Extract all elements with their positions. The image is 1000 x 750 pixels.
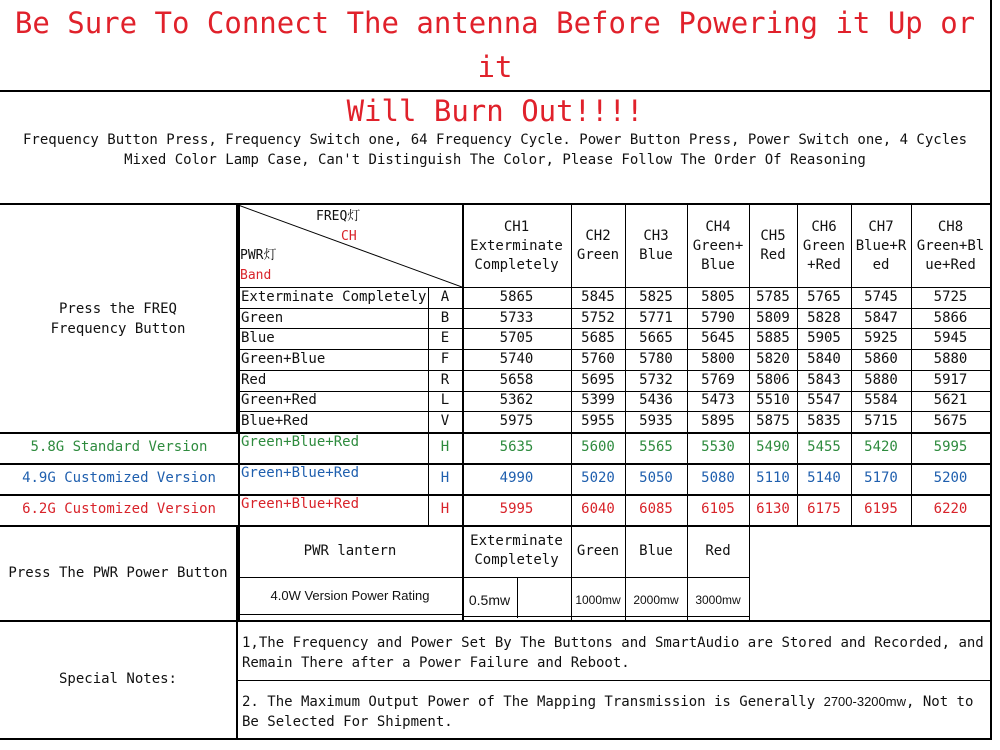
frequency-cell: 5860 xyxy=(864,350,898,367)
corner-freq-label: FREQ灯 xyxy=(316,209,361,224)
frequency-cell: 5925 xyxy=(864,330,898,347)
corner-band-label: Band xyxy=(240,268,272,283)
version-frequency-cell: 6130 xyxy=(756,501,790,517)
warning-line-2: Will Burn Out!!!! xyxy=(346,94,644,128)
version-band-letter: H xyxy=(440,501,450,517)
frequency-cell: 5800 xyxy=(701,350,735,367)
channel-header-2 xyxy=(571,205,625,287)
frequency-cell: 5875 xyxy=(756,413,790,430)
version-frequency-cell: 5050 xyxy=(639,470,673,486)
channel-header-line: CH1 xyxy=(503,218,530,235)
frequency-cell: 5584 xyxy=(864,392,898,409)
version-frequency-cell: 5995 xyxy=(933,439,968,455)
channel-header-line: CH5 xyxy=(760,228,786,244)
frequency-cell: 5665 xyxy=(639,330,673,347)
pwr-button-label-text: Press The PWR Power Button xyxy=(8,564,228,581)
row-color-name: Green xyxy=(241,309,284,326)
row-line xyxy=(238,391,990,392)
version-frequency-cell: 5565 xyxy=(639,439,673,455)
corner-pwr-label: PWR灯 xyxy=(240,248,277,263)
frequency-cell: 5362 xyxy=(499,392,534,409)
pwr-button-label xyxy=(0,525,238,620)
pwr-level-power: 0.5mw xyxy=(468,591,511,608)
note-1-line-1: 1,The Frequency and Power Set By The Buttons and SmartAudio are Stored and Recorded, and xyxy=(242,635,984,651)
frequency-cell: 5905 xyxy=(807,330,841,347)
frequency-cell: 5809 xyxy=(756,309,790,326)
frequency-cell: 5733 xyxy=(499,309,534,326)
channel-header-8 xyxy=(911,205,990,287)
frequency-cell: 5675 xyxy=(933,413,968,430)
frequency-cell: 5771 xyxy=(639,309,673,326)
frequency-cell: 5917 xyxy=(933,371,968,388)
frequency-cell: 5740 xyxy=(499,350,534,367)
channel-header-line: Blue xyxy=(639,247,673,263)
row-color-name: Blue xyxy=(241,330,275,347)
row-color-name: Exterminate Completely xyxy=(241,288,427,305)
pwr-level-power: 2000mw xyxy=(633,592,679,607)
frequency-cell: 5975 xyxy=(499,413,534,430)
version-color-name: Green+Blue+Red xyxy=(241,465,360,481)
power-rating-label: 4.0W Version Power Rating xyxy=(270,588,430,603)
section-divider-notes xyxy=(0,620,990,622)
row-color-name: Red xyxy=(241,371,267,388)
pwr-level-power: 1000mw xyxy=(575,592,621,607)
version-label: 4.9G Customized Version xyxy=(22,470,216,486)
col-line xyxy=(462,205,464,525)
version-frequency-cell: 5420 xyxy=(864,439,898,455)
frequency-cell: 5645 xyxy=(701,330,735,347)
col-line xyxy=(625,205,626,525)
notes-divider xyxy=(238,680,990,681)
instructions xyxy=(0,92,990,205)
col-line xyxy=(851,205,852,525)
version-frequency-cell: 5140 xyxy=(807,470,841,486)
pwr-level-name-line-1: Green xyxy=(576,542,620,559)
frequency-cell: 5765 xyxy=(807,288,841,305)
warning-banner xyxy=(0,0,990,128)
frequency-cell: 5845 xyxy=(581,288,615,305)
row-line xyxy=(238,370,990,371)
channel-header-line: Blue xyxy=(701,256,735,273)
frequency-cell: 5835 xyxy=(807,413,841,430)
frequency-cell: 5785 xyxy=(756,288,790,305)
instructions-line-2: Mixed Color Lamp Case, Can't Distinguish The Color, Please Follow The Order Of Reasoning xyxy=(124,151,866,168)
version-frequency-cell: 5600 xyxy=(581,439,615,455)
frequency-cell: 5436 xyxy=(639,392,673,409)
pwr-col-line xyxy=(517,577,518,618)
channel-header-line: CH6 xyxy=(811,218,837,235)
channel-header-line: Green+Bl xyxy=(916,237,985,254)
warning-line-1: Be Sure To Connect The antenna Before Powering it Up or it xyxy=(14,6,976,84)
version-frequency-cell: 5110 xyxy=(756,470,790,486)
channel-header-line: Green xyxy=(576,247,620,263)
frequency-cell: 5399 xyxy=(581,392,615,409)
frequency-cell: 5825 xyxy=(639,288,673,305)
channel-header-line: Blue+R xyxy=(855,237,907,254)
special-notes-label xyxy=(0,620,238,738)
pwr-rating-bottom-line xyxy=(238,614,462,615)
frequency-cell: 5760 xyxy=(581,350,615,367)
channel-header-line: CH8 xyxy=(937,218,964,235)
frequency-cell: 5935 xyxy=(639,413,673,430)
pwr-level-name-line-1: Red xyxy=(705,542,731,559)
channel-header-line: CH4 xyxy=(705,218,731,235)
frequency-cell: 5880 xyxy=(933,350,968,367)
row-line xyxy=(238,432,990,433)
frequency-cell: 5828 xyxy=(807,309,841,326)
version-frequency-cell: 5635 xyxy=(499,439,534,455)
frequency-cell: 5769 xyxy=(701,371,735,388)
row-line xyxy=(238,308,990,309)
col-line xyxy=(749,205,750,525)
frequency-cell: 5895 xyxy=(701,413,735,430)
row-band-letter: L xyxy=(440,392,450,409)
channel-header-line: Completely xyxy=(474,256,559,273)
special-notes-label-text: Special Notes: xyxy=(58,671,177,687)
frequency-cell: 5621 xyxy=(933,392,968,409)
freq-button-label xyxy=(0,205,238,432)
frequency-cell: 5695 xyxy=(581,371,615,388)
col-line xyxy=(238,205,240,525)
pwr-col-line xyxy=(238,525,240,620)
version-color-name: Green+Blue+Red xyxy=(241,434,360,450)
frequency-cell: 5955 xyxy=(581,413,615,430)
note-1 xyxy=(242,633,984,673)
channel-header-3 xyxy=(625,205,687,287)
version-row-line xyxy=(0,463,990,465)
frequency-cell: 5840 xyxy=(807,350,841,367)
version-frequency-cell: 5530 xyxy=(701,439,735,455)
version-frequency-cell: 5170 xyxy=(864,470,898,486)
version-frequency-cell: 5455 xyxy=(807,439,841,455)
channel-header-line: Red xyxy=(760,247,786,263)
version-label: 5.8G Standard Version xyxy=(30,439,208,455)
note-2-line-1 xyxy=(242,692,973,712)
frequency-cell: 5806 xyxy=(756,371,790,388)
version-frequency-cell: 6105 xyxy=(701,501,735,517)
frequency-cell: 5510 xyxy=(756,392,790,409)
frequency-cell: 5685 xyxy=(581,330,615,347)
version-label: 6.2G Customized Version xyxy=(22,501,216,517)
col-line xyxy=(428,287,429,525)
channel-header-line: Exterminate xyxy=(470,237,563,254)
pwr-col-line xyxy=(687,525,688,620)
col-line xyxy=(687,205,688,525)
version-frequency-cell: 5490 xyxy=(756,439,790,455)
version-frequency-cell: 6040 xyxy=(581,501,615,517)
version-frequency-cell: 6195 xyxy=(864,501,898,517)
col-line xyxy=(571,205,572,525)
frequency-cell: 5805 xyxy=(701,288,735,305)
channel-header-line: CH7 xyxy=(868,218,894,235)
frequency-cell: 5725 xyxy=(933,288,968,305)
pwr-col-line xyxy=(462,525,464,620)
pwr-row-line xyxy=(238,577,749,578)
version-frequency-cell: 6220 xyxy=(933,501,968,517)
frequency-cell: 5658 xyxy=(499,371,534,388)
pwr-lantern-label: PWR lantern xyxy=(303,542,397,559)
row-band-letter: B xyxy=(440,309,450,326)
channel-header-4 xyxy=(687,205,749,287)
note-2-text-a: 2. The Maximum Output Power of The Mapping Transmission is Generally xyxy=(242,694,824,710)
version-band-letter: H xyxy=(440,470,450,486)
channel-header-7 xyxy=(851,205,911,287)
version-frequency-cell: 6085 xyxy=(639,501,673,517)
frequency-cell: 5790 xyxy=(701,309,735,326)
channel-header-line: Green+ xyxy=(692,237,744,254)
channel-header-line: ed xyxy=(872,256,890,273)
frequency-cell: 5473 xyxy=(701,392,735,409)
frequency-cell: 5945 xyxy=(933,330,968,347)
channel-header-line: CH2 xyxy=(585,228,611,244)
note-2-power-range: 2700-3200mw xyxy=(823,694,906,709)
version-row-line xyxy=(0,494,990,496)
channel-header-1 xyxy=(462,205,571,287)
version-frequency-cell: 5080 xyxy=(701,470,735,486)
note-2-text-b: , Not to xyxy=(905,694,974,710)
header-bottom-line xyxy=(238,287,990,288)
version-frequency-cell: 5020 xyxy=(581,470,615,486)
version-band-letter: H xyxy=(440,439,450,455)
version-color-name: Green+Blue+Red xyxy=(241,496,360,512)
row-color-name: Green+Red xyxy=(241,392,317,409)
frequency-cell: 5865 xyxy=(499,288,534,305)
frequency-cell: 5820 xyxy=(756,350,790,367)
frequency-cell: 5732 xyxy=(639,371,673,388)
note-1-line-2: Remain There after a Power Failure and Reboot. xyxy=(242,655,630,671)
frequency-cell: 5705 xyxy=(499,330,534,347)
frequency-cell: 5715 xyxy=(864,413,898,430)
version-frequency-cell: 5995 xyxy=(499,501,534,517)
channel-header-line: CH3 xyxy=(643,228,669,244)
pwr-col-line xyxy=(571,525,572,620)
row-band-letter: E xyxy=(440,330,450,347)
version-frequency-cell: 4990 xyxy=(499,470,534,486)
frequency-cell: 5745 xyxy=(864,288,898,305)
freq-label-line-1: Press the FREQ xyxy=(58,300,177,317)
freq-label-line-2: Frequency Button xyxy=(50,320,186,337)
corner-ch-label: CH xyxy=(341,229,357,244)
version-frequency-cell: 5200 xyxy=(933,470,968,486)
pwr-level-power: 3000mw xyxy=(695,592,741,607)
channel-header-6 xyxy=(797,205,851,287)
frequency-cell: 5880 xyxy=(864,371,898,388)
frequency-cell: 5885 xyxy=(756,330,790,347)
pwr-level-name xyxy=(625,525,687,577)
pwr-level-name-line-1: Blue xyxy=(639,542,673,559)
pwr-level-name-line-1: Exterminate xyxy=(470,533,563,549)
channel-header-line: +Red xyxy=(807,256,841,273)
frequency-cell: 5547 xyxy=(807,392,841,409)
row-line xyxy=(238,328,990,329)
pwr-level-name xyxy=(571,525,625,577)
row-color-name: Blue+Red xyxy=(241,413,309,430)
frequency-cell: 5780 xyxy=(639,350,673,367)
channel-header-5 xyxy=(749,205,797,287)
row-band-letter: F xyxy=(440,350,450,367)
row-line xyxy=(238,411,990,412)
instructions-line-1: Frequency Button Press, Frequency Switch one, 64 Frequency Cycle. Power Button Press, Power Switch one, 4 Cycles xyxy=(22,131,967,148)
row-band-letter: R xyxy=(440,371,450,388)
frequency-cell: 5843 xyxy=(807,371,841,388)
row-line xyxy=(238,349,990,350)
col-line xyxy=(911,205,912,525)
row-band-letter: A xyxy=(440,288,450,305)
pwr-col-line xyxy=(749,525,750,620)
col-line xyxy=(797,205,798,525)
version-frequency-cell: 6175 xyxy=(807,501,841,517)
frequency-cell: 5752 xyxy=(581,309,615,326)
note-2 xyxy=(242,692,973,732)
channel-header-line: ue+Red xyxy=(925,256,976,273)
frequency-cell: 5847 xyxy=(864,309,898,326)
channel-header-line: Green xyxy=(802,237,846,254)
pwr-level-name-line-2: Completely xyxy=(474,552,559,568)
row-color-name: Green+Blue xyxy=(241,350,326,367)
pwr-level-name xyxy=(462,525,571,577)
pwr-level-name xyxy=(687,525,749,577)
pwr-levels-bottom-line xyxy=(462,616,749,617)
frequency-cell: 5866 xyxy=(933,309,968,326)
note-2-line-2: Be Selected For Shipment. xyxy=(242,714,453,730)
row-band-letter: V xyxy=(440,413,450,430)
pwr-col-line xyxy=(625,525,626,620)
